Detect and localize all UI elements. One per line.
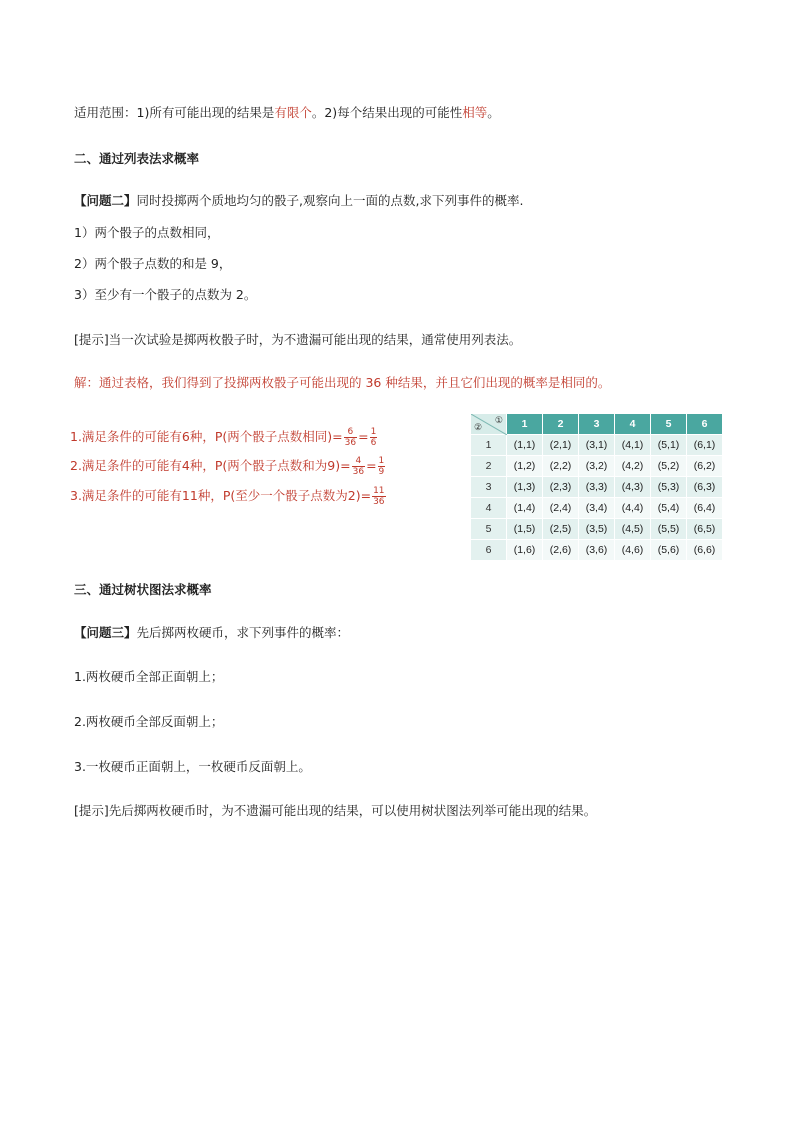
fraction-numerator: 4 [352, 456, 365, 467]
problem3-item: 2.两枚硬币全部反面朝上； [74, 714, 224, 729]
equals-sign: = [366, 458, 377, 473]
problem3-item: 3.一枚硬币正面朝上，一枚硬币反面朝上。 [74, 759, 311, 774]
problem2-statement [74, 192, 523, 210]
corner-label-die1: ① [494, 415, 503, 425]
outcome-cell: (1,1) [507, 435, 543, 456]
outcome-cell: (3,4) [579, 498, 615, 519]
result-line-3 [70, 485, 387, 507]
outcome-cell: (1,6) [507, 540, 543, 561]
outcome-cell: (2,1) [543, 435, 579, 456]
outcome-cell: (1,4) [507, 498, 543, 519]
outcome-cell: (1,5) [507, 519, 543, 540]
scope-middle: 。2)每个结果出现的可能性 [311, 105, 463, 120]
solution-text: 解：通过表格，我们得到了投掷两枚骰子可能出现的 36 种结果，并且它们出现的概率是相同的。 [74, 375, 611, 390]
problem3-statement [74, 624, 349, 642]
scope-highlight-equal: 相等 [462, 105, 488, 120]
outcome-cell: (2,3) [543, 477, 579, 498]
table-header-row [471, 414, 723, 435]
fraction [344, 427, 357, 448]
table-row [471, 435, 723, 456]
outcome-cell: (6,3) [687, 477, 723, 498]
outcome-cell: (2,6) [543, 540, 579, 561]
outcome-cell: (6,4) [687, 498, 723, 519]
column-header: 1 [507, 414, 543, 435]
table-corner-cell [471, 414, 507, 435]
outcome-cell: (5,1) [651, 435, 687, 456]
outcome-cell: (4,3) [615, 477, 651, 498]
fraction-denominator: 36 [344, 438, 357, 448]
outcome-cell: (5,4) [651, 498, 687, 519]
scope-prefix: 适用范围：1)所有可能出现的结果是 [74, 105, 275, 120]
outcome-cell: (6,2) [687, 456, 723, 477]
result-line-2 [70, 455, 386, 477]
table-row [471, 477, 723, 498]
outcome-cell: (4,5) [615, 519, 651, 540]
row-header: 5 [471, 519, 507, 540]
problem3-label: 【问题三】 [74, 625, 137, 640]
problem3-text: 先后掷两枚硬币，求下列事件的概率： [136, 625, 350, 640]
row-header: 6 [471, 540, 507, 561]
result-text: 1.满足条件的可能有6种，P(两个骰子点数相同)= [70, 429, 343, 444]
column-header: 2 [543, 414, 579, 435]
problem2-text: 同时投掷两个质地均匀的骰子,观察向上一面的点数,求下列事件的概率. [136, 193, 524, 208]
problem2-item: 1）两个骰子的点数相同， [74, 225, 220, 240]
problem2-item: 2）两个骰子点数的和是 9， [74, 256, 232, 271]
fraction-numerator: 6 [344, 427, 357, 438]
fraction-numerator: 1 [378, 456, 385, 466]
outcome-cell: (3,5) [579, 519, 615, 540]
outcome-cell: (1,2) [507, 456, 543, 477]
fraction [352, 456, 365, 477]
section3-title: 三、通过树状图法求概率 [74, 582, 212, 597]
outcome-cell: (1,3) [507, 477, 543, 498]
table-row [471, 540, 723, 561]
equals-sign: = [358, 429, 369, 444]
outcome-cell: (5,5) [651, 519, 687, 540]
outcome-cell: (6,5) [687, 519, 723, 540]
result-line-1 [70, 426, 378, 448]
table-row [471, 519, 723, 540]
row-header: 4 [471, 498, 507, 519]
column-header: 4 [615, 414, 651, 435]
fraction-numerator: 1 [370, 427, 377, 437]
fraction-denominator: 36 [352, 467, 365, 477]
fraction-denominator: 9 [378, 467, 385, 477]
corner-label-die2: ② [474, 422, 483, 432]
row-header: 2 [471, 456, 507, 477]
outcome-cell: (3,2) [579, 456, 615, 477]
hint2: [提示]当一次试验是掷两枚骰子时，为不遗漏可能出现的结果，通常使用列表法。 [74, 332, 522, 347]
outcome-cell: (2,2) [543, 456, 579, 477]
scope-highlight-finite: 有限个 [274, 105, 312, 120]
dice-outcome-table [470, 413, 723, 561]
outcome-cell: (4,2) [615, 456, 651, 477]
fraction-denominator: 6 [370, 438, 377, 448]
fraction-denominator: 36 [373, 497, 385, 507]
result-text: 3.满足条件的可能有11种，P(至少一个骰子点数为2)= [70, 488, 372, 503]
fraction [370, 427, 378, 448]
outcome-cell: (6,6) [687, 540, 723, 561]
outcome-cell: (3,1) [579, 435, 615, 456]
row-header: 1 [471, 435, 507, 456]
column-header: 6 [687, 414, 723, 435]
outcome-cell: (5,6) [651, 540, 687, 561]
section2-title: 二、通过列表法求概率 [74, 151, 200, 166]
outcome-cell: (4,1) [615, 435, 651, 456]
outcome-cell: (4,6) [615, 540, 651, 561]
fraction [372, 486, 385, 507]
result-text: 2.满足条件的可能有4种，P(两个骰子点数和为9)= [70, 458, 351, 473]
outcome-cell: (6,1) [687, 435, 723, 456]
scope-end: 。 [487, 105, 500, 120]
column-header: 5 [651, 414, 687, 435]
outcome-cell: (3,3) [579, 477, 615, 498]
column-header: 3 [579, 414, 615, 435]
table-row [471, 456, 723, 477]
outcome-cell: (3,6) [579, 540, 615, 561]
outcome-cell: (5,3) [651, 477, 687, 498]
problem2-label: 【问题二】 [74, 193, 137, 208]
table-row [471, 498, 723, 519]
outcome-cell: (4,4) [615, 498, 651, 519]
hint3: [提示]先后掷两枚硬币时，为不遗漏可能出现的结果，可以使用树状图法列举可能出现的结果。 [74, 803, 597, 818]
outcome-cell: (2,4) [543, 498, 579, 519]
outcome-cell: (5,2) [651, 456, 687, 477]
fraction [378, 456, 386, 477]
scope-line [74, 104, 500, 122]
row-header: 3 [471, 477, 507, 498]
fraction-numerator: 11 [373, 486, 385, 496]
problem2-item: 3）至少有一个骰子的点数为 2。 [74, 287, 257, 302]
outcome-cell: (2,5) [543, 519, 579, 540]
problem3-item: 1.两枚硬币全部正面朝上； [74, 669, 224, 684]
